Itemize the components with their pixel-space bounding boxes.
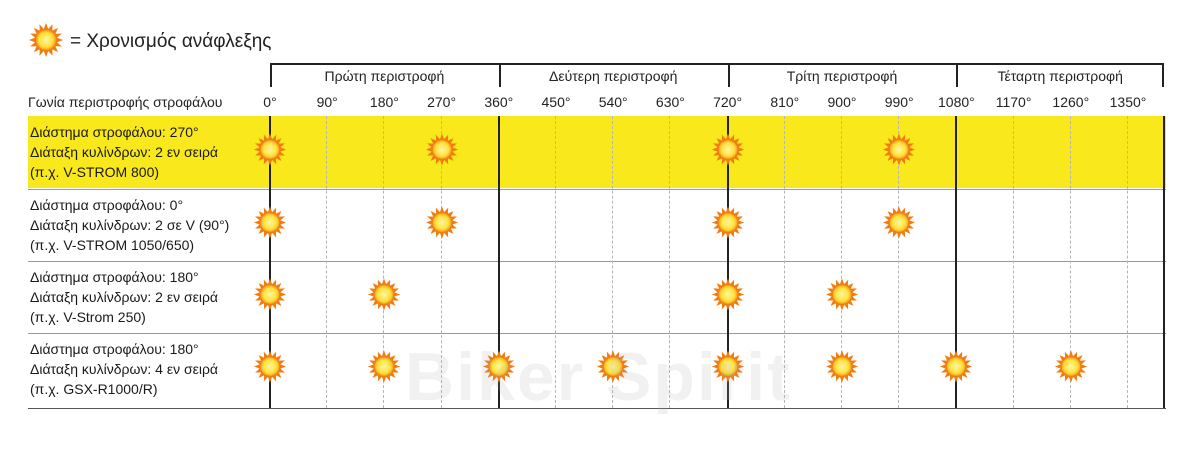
row-label-line: (π.χ. GSX-R1000/R) [30,381,158,397]
angle-gridline [784,116,785,408]
row-label-line: Διάστημα στροφάλου: 180° [30,341,199,357]
row-separator [28,333,1166,334]
spark-icon [825,278,859,317]
row-label-line: (π.χ. V-STROM 800) [30,164,160,180]
spark-icon [253,350,287,389]
spark-icon [711,133,745,172]
angle-label: 540° [598,94,628,110]
spark-icon [711,278,745,317]
row-label-line: (π.χ. V-STROM 1050/650) [30,237,195,253]
spark-icon [367,278,401,317]
spark-icon [1054,350,1088,389]
angle-gridline [669,116,670,408]
angle-label: 810° [770,94,800,110]
spark-icon [253,278,287,317]
watermark: Biker Spirit [405,339,792,415]
angle-label: 1080° [938,94,975,110]
row-label-line: Διάστημα στροφάλου: 270° [30,124,199,140]
angle-label: 180° [369,94,399,110]
angle-label: 360° [484,94,514,110]
row-label [30,339,218,399]
angle-label: 1350° [1109,94,1147,110]
angle-gridline [1013,116,1014,408]
row-label-line: Διάταξη κυλίνδρων: 2 εν σειρά [30,144,219,160]
angle-label: 630° [655,94,685,110]
angle-axis-title: Γωνία περιστροφής στροφάλου [28,94,223,110]
spark-icon [825,350,859,389]
spark-icon [367,350,401,389]
spark-icon [28,22,64,63]
spark-icon [939,350,973,389]
revolution-label: Πρώτη περιστροφή [324,68,445,84]
row-separator [28,189,1166,190]
spark-icon [253,133,287,172]
revolution-label: Δεύτερη περιστροφή [548,68,678,84]
angle-label: 1260° [1052,94,1090,110]
angle-label: 720° [713,94,743,110]
table-right-border [1163,116,1165,408]
spark-icon [882,133,916,172]
legend [28,22,271,62]
angle-label: 450° [541,94,571,110]
angle-label: 90° [316,94,338,110]
row-label [30,195,229,255]
angle-label: 990° [884,94,914,110]
spark-icon [253,206,287,245]
revolution-label: Τέταρτη περιστροφή [997,68,1123,84]
spark-icon [711,350,745,389]
row-separator [28,261,1166,262]
legend-text: = Χρονισμός ανάφλεξης [70,31,272,52]
angle-label: 900° [827,94,857,110]
row-label-line: Διάταξη κυλίνδρων: 2 σε V (90°) [30,217,230,233]
angle-gridline [326,116,327,408]
spark-icon [425,133,459,172]
row-label [30,267,218,327]
row-label-line: Διάταξη κυλίνδρων: 2 εν σειρά [30,289,219,305]
row-label-line: (π.χ. V-Strom 250) [30,309,146,325]
angle-label: 270° [427,94,457,110]
spark-icon [425,206,459,245]
table-bottom-border [28,408,1166,409]
angle-gridline [1127,116,1128,408]
row-label-line: Διάστημα στροφάλου: 180° [30,269,199,285]
spark-icon [596,350,630,389]
spark-icon [882,206,916,245]
angle-label: 0° [263,94,277,110]
revolution-label: Τρίτη περιστροφή [786,68,898,84]
row-label-line: Διάστημα στροφάλου: 0° [30,197,184,213]
spark-icon [711,206,745,245]
row-label [30,122,218,182]
angle-gridline [555,116,556,408]
angle-label: 1170° [995,94,1032,110]
row-label-line: Διάταξη κυλίνδρων: 4 εν σειρά [30,361,219,377]
spark-icon [482,350,516,389]
